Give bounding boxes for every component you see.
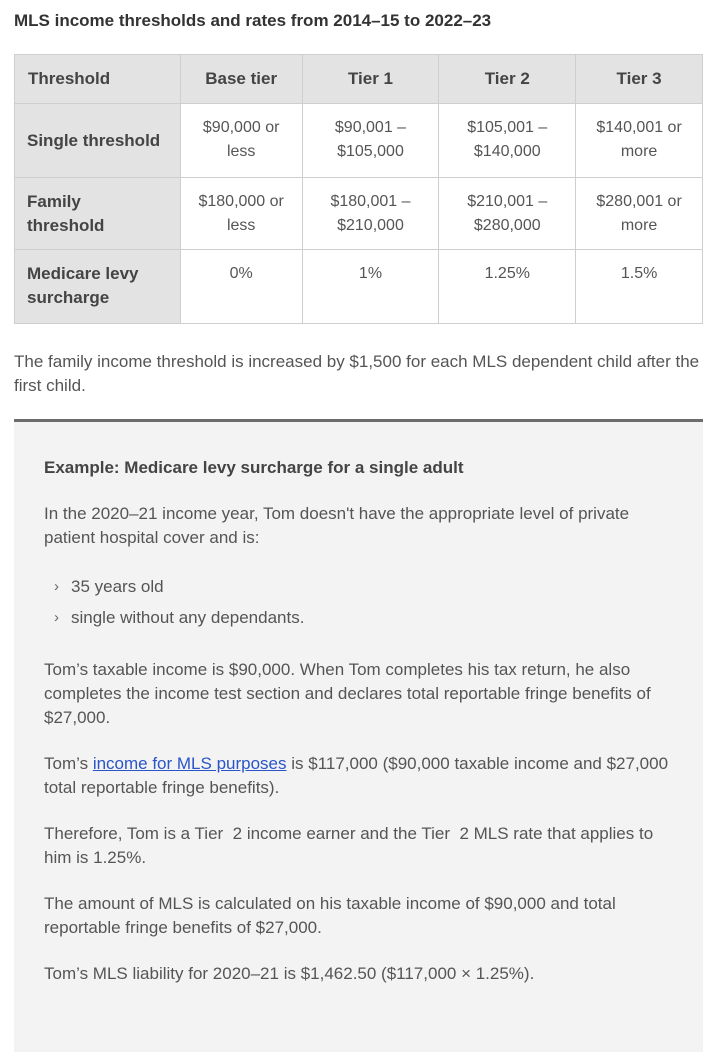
col-header-threshold: Threshold (15, 55, 181, 104)
table-cell: 1.25% (439, 250, 576, 324)
table-row-family (15, 178, 703, 250)
chevron-right-icon: › (54, 578, 59, 595)
example-paragraph-liability: Tom’s MLS liability for 2020–21 is $1,462.50 ($117,000 × 1.25%). (44, 964, 535, 983)
table-cell: $90,001 – $105,000 (302, 104, 439, 178)
example-paragraph-calculation: The amount of MLS is calculated on his taxable income of $90,000 and total reportable fringe benefits of $27,000. (44, 894, 616, 937)
example-bullet-list (54, 571, 673, 633)
table-cell: $210,001 – $280,000 (439, 178, 576, 250)
col-header-base-tier: Base tier (180, 55, 302, 104)
col-header-tier-3: Tier 3 (576, 55, 703, 104)
example-paragraph-income: Tom’s taxable income is $90,000. When Tom completes his tax return, he also completes the income test section and declares total reportable fringe benefits of $27,000. (44, 660, 651, 727)
example-intro: In the 2020–21 income year, Tom doesn't have the appropriate level of private patient hospital cover and is: (44, 504, 630, 547)
table-row-surcharge (15, 250, 703, 324)
table-cell: 1% (302, 250, 439, 324)
family-threshold-note: The family income threshold is increased by $1,500 for each MLS dependent child after the first child. (14, 352, 700, 395)
page-heading: MLS income thresholds and rates from 2014–15 to 2022–23 (14, 11, 492, 30)
chevron-right-icon: › (54, 609, 59, 626)
income-for-mls-purposes-link[interactable]: income for MLS purposes (92, 754, 287, 773)
table-header-row (15, 55, 703, 104)
table-cell: 1.5% (576, 250, 703, 324)
table-row-single (15, 104, 703, 178)
list-item: › 35 years old (54, 571, 673, 602)
table-cell: $180,001 – $210,000 (302, 178, 439, 250)
col-header-tier-2: Tier 2 (439, 55, 576, 104)
table-cell: $280,001 or more (576, 178, 703, 250)
row-label-single: Single threshold (15, 104, 181, 178)
table-cell: $105,001 – $140,000 (439, 104, 576, 178)
table-cell: $180,000 or less (180, 178, 302, 250)
col-header-tier-1: Tier 1 (302, 55, 439, 104)
row-label-surcharge: Medicare levy surcharge (15, 250, 181, 324)
example-paragraph-mls-income: Tom’s income for MLS purposes is $117,000 ($90,000 taxable income and $27,000 total reportable fringe benefits). (44, 754, 669, 797)
table-cell: $140,001 or more (576, 104, 703, 178)
table-cell: 0% (180, 250, 302, 324)
example-paragraph-tier: Therefore, Tom is a Tier 2 income earner and the Tier 2 MLS rate that applies to him is 1.25%. (44, 824, 654, 867)
example-box (14, 419, 703, 1052)
table-cell: $90,000 or less (180, 104, 302, 178)
row-label-family: Family threshold (15, 178, 181, 250)
mls-thresholds-table (14, 54, 703, 324)
example-title: Example: Medicare levy surcharge for a single adult (44, 458, 464, 477)
list-item: › single without any dependants. (54, 602, 673, 633)
